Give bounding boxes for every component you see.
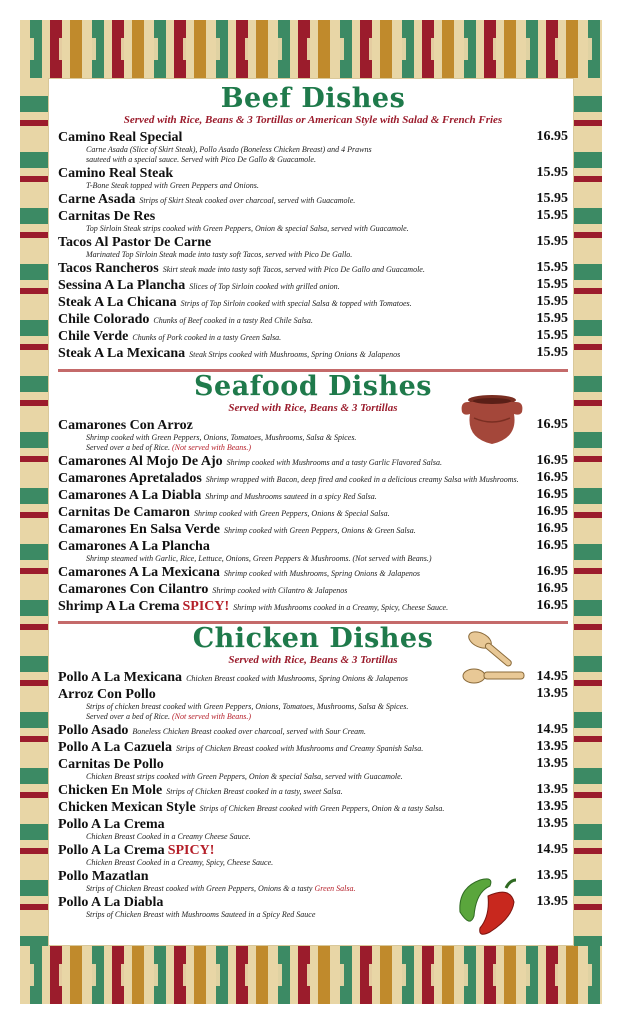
menu-item-name: Steak A La Mexicana	[58, 346, 186, 361]
menu-item-description	[58, 554, 568, 564]
menu-item-description: Chunks of Beef cooked in a tasty Red Chile Salsa.	[153, 316, 313, 325]
menu-item-name: Shrimp A La Crema	[58, 599, 180, 614]
menu-item	[58, 129, 568, 165]
menu-item-name: Pollo A La Mexicana	[58, 670, 183, 685]
menu-item-price: 16.95	[536, 581, 568, 596]
menu-item-price: 16.95	[536, 521, 568, 536]
menu-item	[58, 487, 568, 504]
menu-item-name: Camino Real Special	[58, 130, 183, 145]
menu-item-name: Carnitas De Camaron	[58, 505, 190, 520]
menu-item-name: Camarones Apretalados	[58, 471, 202, 486]
menu-item-note: Green Salsa.	[314, 884, 356, 893]
menu-item-price: 13.95	[536, 799, 568, 814]
menu-item	[58, 756, 568, 782]
beef-list	[58, 129, 568, 362]
menu-item-name: Camarones A La Plancha	[58, 539, 210, 554]
menu-item	[58, 234, 568, 260]
menu-item-name: Camarones Con Arroz	[58, 418, 193, 433]
menu-item	[58, 799, 568, 816]
menu-item-name: Tacos Al Pastor De Carne	[58, 235, 212, 250]
menu-item-name: Pollo Asado	[58, 723, 129, 738]
chicken-subtitle: Served with Rice, Beans & 3 Tortillas	[228, 654, 398, 666]
menu-item-price: 13.95	[536, 894, 568, 909]
menu-item-description-text: Shrimp steamed with Garlic, Rice, Lettuce, Onions, Green Peppers & Mushrooms. (Not served with Beans.)	[86, 554, 432, 563]
menu-item	[58, 538, 568, 564]
menu-item	[58, 816, 568, 842]
spicy-label: SPICY!	[167, 843, 215, 858]
menu-item-price: 14.95	[536, 722, 568, 737]
menu-item-name: Pollo A La Diabla	[58, 895, 164, 910]
menu-item-note: (Not served with Beans.)	[171, 712, 252, 721]
menu-item	[58, 504, 568, 521]
menu-item-price: 13.95	[536, 816, 568, 831]
menu-item-price: 15.95	[536, 311, 568, 326]
menu-item-name: Camarones A La Diabla	[58, 488, 202, 503]
spicy-label: SPICY!	[182, 599, 230, 614]
menu-item-price: 16.95	[536, 598, 568, 613]
menu-item-name: Tacos Rancheros	[58, 261, 159, 276]
menu-item	[58, 521, 568, 538]
menu-item-note: (Not served with Beans.)	[171, 443, 252, 452]
menu-item-price: 15.95	[536, 191, 568, 206]
menu-item-name: Carne Asada	[58, 192, 136, 207]
menu-item-name: Chile Verde	[58, 329, 129, 344]
menu-item-description: Shrimp wrapped with Bacon, deep fired and cooked in a delicious creamy Salsa with Mushrooms.	[205, 475, 519, 484]
menu-item-description-text: Carne Asada (Slice of Skirt Steak), Pollo Asado (Boneless Chicken Breast) and 4 Prawns	[86, 145, 372, 154]
menu-item-description: Shrimp cooked with Cilantro & Jalapenos	[212, 586, 348, 595]
menu-item-description-text: Marinated Top Sirloin Steak made into tasty soft Tacos, served with Pico De Gallo.	[86, 250, 353, 259]
menu-item-name: Chicken Mexican Style	[58, 800, 196, 815]
menu-item-description	[58, 832, 568, 842]
menu-item-price: 15.95	[536, 328, 568, 343]
beef-subtitle: Served with Rice, Beans & 3 Tortillas or American Style with Salad & French Fries	[123, 114, 503, 126]
menu-item-price: 16.95	[536, 453, 568, 468]
menu-item-description	[58, 772, 568, 782]
menu-item-name: Carnitas De Pollo	[58, 757, 164, 772]
menu-item	[58, 453, 568, 470]
border-left-pattern	[20, 78, 48, 946]
menu-item-description	[58, 145, 568, 155]
menu-item-name: Pollo A La Crema	[58, 843, 165, 858]
menu-item-price: 14.95	[536, 842, 568, 857]
menu-item-description-text: Shrimp cooked with Green Peppers, Onions, Tomatoes, Mushrooms, Salsa & Spices.	[86, 433, 357, 442]
menu-item-price: 16.95	[536, 538, 568, 553]
menu-item-description-text: Served over a bed of Rice.	[86, 712, 170, 721]
seafood-title: Seafood Dishes	[194, 371, 432, 402]
menu-item-name: Chile Colorado	[58, 312, 150, 327]
menu-item	[58, 598, 568, 615]
menu-item-price: 13.95	[536, 868, 568, 883]
menu-item-description-text: T-Bone Steak topped with Green Peppers and Onions.	[86, 181, 259, 190]
beef-section	[58, 84, 568, 362]
seafood-subtitle: Served with Rice, Beans & 3 Tortillas	[228, 402, 398, 414]
menu-item-description: Shrimp cooked with Green Peppers, Onions & Green Salsa.	[223, 526, 416, 535]
menu-item	[58, 277, 568, 294]
menu-item-description-text: Strips of Chicken Breast with Mushrooms Sauteed in a Spicy Red Sauce	[86, 910, 316, 919]
menu-item-description-text: sauteed with a special sauce. Served with Pico De Gallo & Guacamole.	[86, 155, 316, 164]
menu-item	[58, 345, 568, 362]
menu-item-name: Chicken En Mole	[58, 783, 163, 798]
menu-item-name: Camarones A La Mexicana	[58, 565, 220, 580]
menu-item-name: Steak A La Chicana	[58, 295, 177, 310]
menu-item-price: 16.95	[536, 487, 568, 502]
menu-item-price: 15.95	[536, 165, 568, 180]
menu-item	[58, 328, 568, 345]
menu-item-description	[58, 702, 568, 712]
menu-item-name: Camino Real Steak	[58, 166, 174, 181]
menu-item-price: 15.95	[536, 208, 568, 223]
menu-item	[58, 722, 568, 739]
menu-item	[58, 294, 568, 311]
menu-item-description: Strips of Top Sirloin cooked with special Salsa & topped with Tomatoes.	[180, 299, 412, 308]
beef-title: Beef Dishes	[220, 83, 406, 114]
menu-item-price: 14.95	[536, 669, 568, 684]
menu-item	[58, 208, 568, 234]
menu-item-price: 15.95	[536, 234, 568, 249]
menu-item-description: Skirt steak made into tasty soft Tacos, served with Pico De Gallo and Guacamole.	[162, 265, 425, 274]
menu-item	[58, 782, 568, 799]
menu-item-description: Strips of Chicken Breast cooked in a tasty, sweet Salsa.	[166, 787, 343, 796]
menu-item-description	[58, 224, 568, 234]
border-right-pattern	[574, 78, 602, 946]
menu-item-name: Pollo A La Crema	[58, 817, 165, 832]
menu-item-description-text: Strips of chicken breast cooked with Green Peppers, Onions, Tomatoes, Mushrooms, Salsa & Spices.	[86, 702, 409, 711]
menu-item	[58, 686, 568, 722]
menu-item	[58, 470, 568, 487]
menu-item-price: 15.95	[536, 294, 568, 309]
menu-item-description: Shrimp cooked with Green Peppers, Onions & Special Salsa.	[193, 509, 390, 518]
menu-item-price: 13.95	[536, 739, 568, 754]
menu-item	[58, 739, 568, 756]
menu-item-description	[58, 250, 568, 260]
menu-item	[58, 311, 568, 328]
menu-item-price: 16.95	[536, 564, 568, 579]
clay-pot-icon	[456, 392, 528, 448]
menu-item-name: Sessina A La Plancha	[58, 278, 186, 293]
menu-item-description: Slices of Top Sirloin cooked with grilled onion.	[189, 282, 340, 291]
menu-item	[58, 191, 568, 208]
border-bottom-pattern	[20, 946, 602, 1004]
menu-item	[58, 260, 568, 277]
menu-item-description-text: Served over a bed of Rice.	[86, 443, 170, 452]
menu-item-description: Shrimp cooked with Mushrooms, Spring Onions & Jalapenos	[223, 569, 421, 578]
menu-item-name: Pollo Mazatlan	[58, 869, 149, 884]
menu-item-description: Boneless Chicken Breast cooked over charcoal, served with Sour Cream.	[132, 727, 366, 736]
menu-item-description: Chunks of Pork cooked in a tasty Green Salsa.	[132, 333, 282, 342]
menu-item-price: 16.95	[536, 417, 568, 432]
menu-item-price: 16.95	[536, 470, 568, 485]
menu-item-description-text: Chicken Breast Cooked in a Creamy, Spicy, Cheese Sauce.	[86, 858, 274, 867]
chicken-title: Chicken Dishes	[192, 623, 434, 654]
menu-item-description-line2	[58, 712, 568, 722]
menu-item-description: Shrimp cooked with Mushrooms and a tasty Garlic Flavored Salsa.	[226, 458, 442, 467]
menu-item-price: 13.95	[536, 686, 568, 701]
menu-item-description	[58, 858, 568, 868]
menu-item-name: Camarones En Salsa Verde	[58, 522, 220, 537]
menu-item	[58, 581, 568, 598]
menu-item-description	[58, 181, 568, 191]
menu-item-description-text: Chicken Breast strips cooked with Green Peppers, Onion & special Salsa, served with Guacamole.	[86, 772, 403, 781]
menu-item-description: Strips of Skirt Steak cooked over charcoal, served with Guacamole.	[139, 196, 356, 205]
menu-item-description: Strips of Chicken Breast cooked with Mushrooms and Creamy Spanish Salsa.	[175, 744, 424, 753]
menu-item-description: Shrimp and Mushrooms sauteed in a spicy Red Salsa.	[205, 492, 377, 501]
menu-item-name: Camarones Al Mojo De Ajo	[58, 454, 223, 469]
menu-item-description: Shrimp with Mushrooms cooked in a Creamy, Spicy, Cheese Sauce.	[233, 603, 449, 612]
menu-item-name: Pollo A La Cazuela	[58, 740, 172, 755]
menu-item-name: Camarones Con Cilantro	[58, 582, 209, 597]
border-top-pattern	[20, 20, 602, 78]
menu-item-price: 13.95	[536, 756, 568, 771]
menu-item	[58, 842, 568, 868]
menu-item-description-text: Strips of Chicken Breast cooked with Green Peppers, Onions & a tasty	[86, 884, 313, 893]
menu-item-name: Carnitas De Res	[58, 209, 156, 224]
menu-item-price: 13.95	[536, 782, 568, 797]
menu-item-price: 16.95	[536, 504, 568, 519]
menu-item-description-text: Chicken Breast Cooked in a Creamy Cheese Sauce.	[86, 832, 251, 841]
menu-item-price: 15.95	[536, 345, 568, 360]
menu-item-price: 15.95	[536, 277, 568, 292]
menu-item-price: 16.95	[536, 129, 568, 144]
menu-item	[58, 165, 568, 191]
menu-item-price: 15.95	[536, 260, 568, 275]
wooden-spoons-icon	[458, 628, 528, 690]
menu-item-description: Chicken Breast cooked with Mushrooms, Spring Onions & Jalapenos	[186, 674, 408, 683]
menu-item-description: Strips of Chicken Breast cooked with Green Peppers, Onion & a tasty Salsa.	[199, 804, 445, 813]
menu-item-description-line2	[58, 155, 568, 165]
menu-item-name: Arroz Con Pollo	[58, 687, 156, 702]
menu-item	[58, 564, 568, 581]
chili-peppers-icon	[450, 872, 522, 938]
menu-item-description: Steak Strips cooked with Mushrooms, Spring Onions & Jalapenos	[189, 350, 401, 359]
menu-item-description-text: Top Sirloin Steak strips cooked with Green Peppers, Onion & special Salsa, served with Guacamole.	[86, 224, 409, 233]
